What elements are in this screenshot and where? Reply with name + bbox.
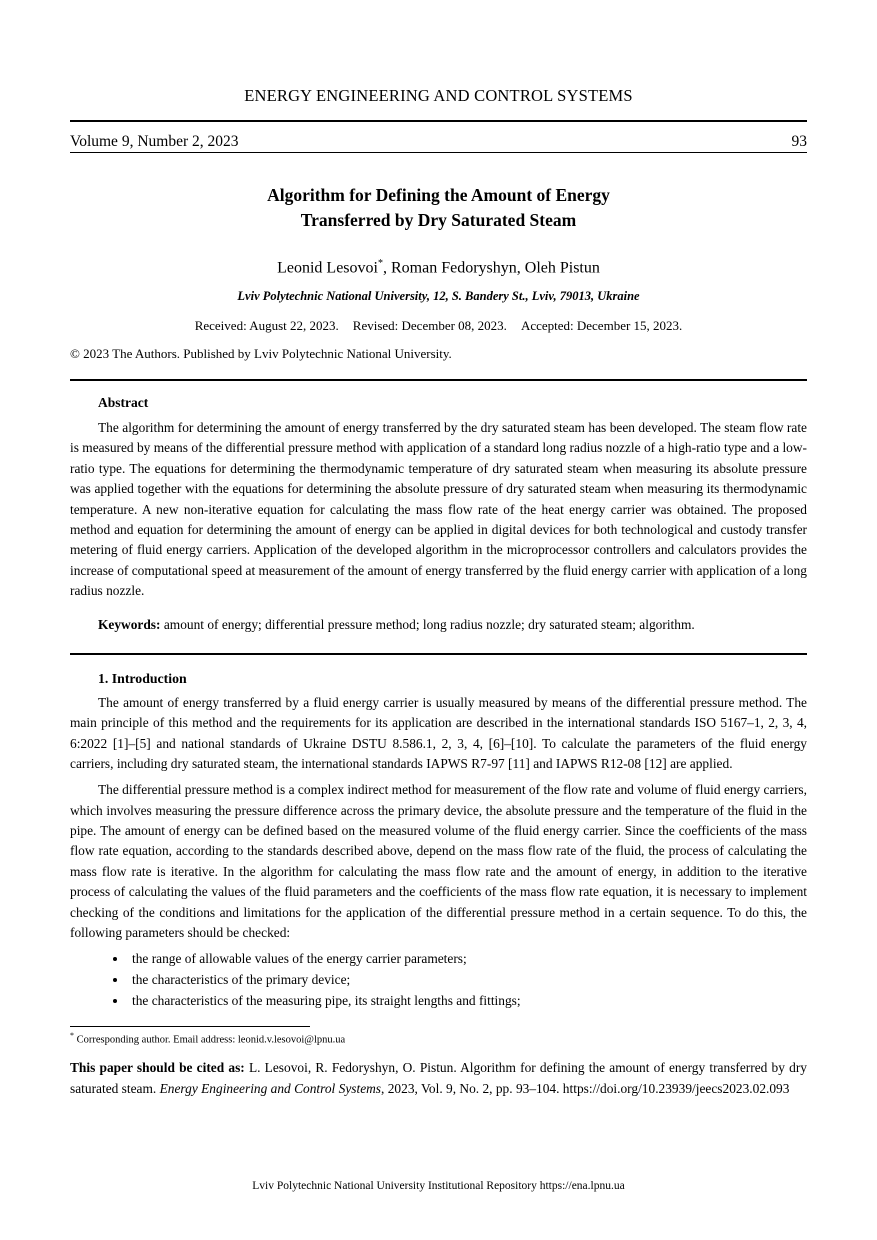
intro-paragraph-2: The differential pressure method is a complex indirect method for measurement of the flow rate and volume of fluid energy carriers, which involves measuring the pressure difference across the primary device, the absolute pressure and the temperature of the fluid in the pipe. The amount of energy can be defined based on the measured volume of the fluid energy carrier. Since the coefficients of the mass flow rate equation, according to the standards described above, depend on the mass flow rate of the fluid, the process of calculating the mass flow rate is iterative. In the algorithm for calculating the mass flow rate and the amount of energy, in addition to the iterative process of calculating the values of the fluid parameters and the coefficients of the mass flow rate equation, it is necessary to implement checking of the conditions and limitations for the application of the differential pressure method in a certain sequence. To do this, the following parameters should be checked: xyxy=(70,782,807,940)
author-names-first: Leonid Lesovoi xyxy=(277,259,378,277)
citation-journal: Energy Engineering and Control Systems xyxy=(159,1080,382,1096)
date-received: Received: August 22, 2023. xyxy=(194,318,339,334)
abstract-text: The algorithm for determining the amount of energy transferred by the dry saturated steam has been developed. The steam flow rate is measured by means of the differential pressure method with application of a standard long radius nozzle of a high-ratio type and a low-ratio type. The equations for determining the thermodynamic temperature of dry saturated steam when measuring its absolute pressure was applied together with the equations for determining the absolute pressure of dry saturated steam when measuring its thermodynamic temperature. A new non-iterative equation for calculating the mass flow rate of the heat energy carrier was obtained. The proposed method and equation for determining the amount of energy can be applied in digital devices for both technological and custody transfer metering of fluid energy carriers. Application of the developed algorithm in the microprocessor controllers and calculators provides the increase of computational speed at measurement of the amount of energy transferred by the fluid energy carrier with application of a long radius nozzle. xyxy=(70,420,807,599)
intro-paragraph-1: The amount of energy transferred by a fluid energy carrier is usually measured by means of the differential pressure method. The main principle of this method and the requirements for its application are described in the international standards ISO 5167–1, 2, 3, 4, 6:2022 [1]–[5] and national standards of Ukraine DSTU 8.586.1, 2, 3, 4, [6]–[10]. To calculate the parameters of the fluid energy carriers, including dry saturated steam, the international standards IAPWS R7-97 [11] and IAPWS R12-08 [12] are applied. xyxy=(70,694,807,771)
author-names-rest: , Roman Fedoryshyn, Oleh Pistun xyxy=(382,259,600,277)
copyright-notice: © 2023 The Authors. Published by Lviv Polytechnic National University. xyxy=(70,346,452,362)
volume-info: Volume 9, Number 2, 2023 xyxy=(70,133,239,150)
keywords-label: Keywords: xyxy=(98,617,161,633)
intro-bullet-list xyxy=(70,949,807,1011)
page-number: 93 xyxy=(791,133,807,150)
paper-title-line-1: Algorithm for Defining the Amount of Energy xyxy=(267,185,610,205)
date-accepted: Accepted: December 15, 2023. xyxy=(520,318,683,334)
abstract-rule-bottom xyxy=(70,653,807,655)
date-revised: Revised: December 08, 2023. xyxy=(352,318,507,334)
corresponding-author-marker: * xyxy=(377,257,383,269)
footnote xyxy=(70,1031,807,1046)
volume-row xyxy=(70,133,807,151)
footnote-text: Corresponding author. Email address: leonid.v.lesovoi@lpnu.ua xyxy=(74,1034,346,1046)
affiliation: Lviv Polytechnic National University, 12, S. Bandery St., Lviv, 79013, Ukraine xyxy=(237,289,640,304)
paper-title-line-2: Transferred by Dry Saturated Steam xyxy=(300,210,577,231)
author-list xyxy=(70,258,807,277)
citation-text-2: , 2023, Vol. 9, No. 2, pp. 93–104. https://doi.org/10.23939/jeecs2023.02.093 xyxy=(381,1080,790,1096)
abstract-heading: Abstract xyxy=(98,395,149,411)
keywords-text: amount of energy; differential pressure method; long radius nozzle; dry saturated steam; algorithm. xyxy=(160,617,695,633)
list-item: • the characteristics of the measuring pipe, its straight lengths and fittings; xyxy=(128,991,807,1012)
list-item: • the characteristics of the primary device; xyxy=(128,970,807,991)
header-rule-top xyxy=(70,120,807,122)
header-rule-bottom xyxy=(70,152,807,153)
journal-title: ENERGY ENGINEERING AND CONTROL SYSTEMS xyxy=(244,86,633,105)
keywords xyxy=(70,615,807,635)
footnote-separator xyxy=(70,1026,310,1027)
repository-footer: Lviv Polytechnic National University Institutional Repository https://ena.lpnu.ua xyxy=(252,1180,625,1192)
page-content xyxy=(70,0,807,1100)
abstract-rule-top xyxy=(70,379,807,381)
list-item: • the range of allowable values of the energy carrier parameters; xyxy=(128,949,807,970)
footnote-marker: * xyxy=(70,1030,74,1040)
citation-block xyxy=(70,1058,807,1100)
section-heading-introduction: 1. Introduction xyxy=(98,670,187,686)
citation-label: This paper should be cited as: xyxy=(70,1060,245,1076)
citation-text-1: L. Lesovoi, R. Fedoryshyn, O. Pistun. Algorithm for defining the amount of energy transferred by dry saturated steam. xyxy=(70,1060,807,1096)
publication-dates xyxy=(70,318,807,334)
page-title xyxy=(70,183,807,234)
